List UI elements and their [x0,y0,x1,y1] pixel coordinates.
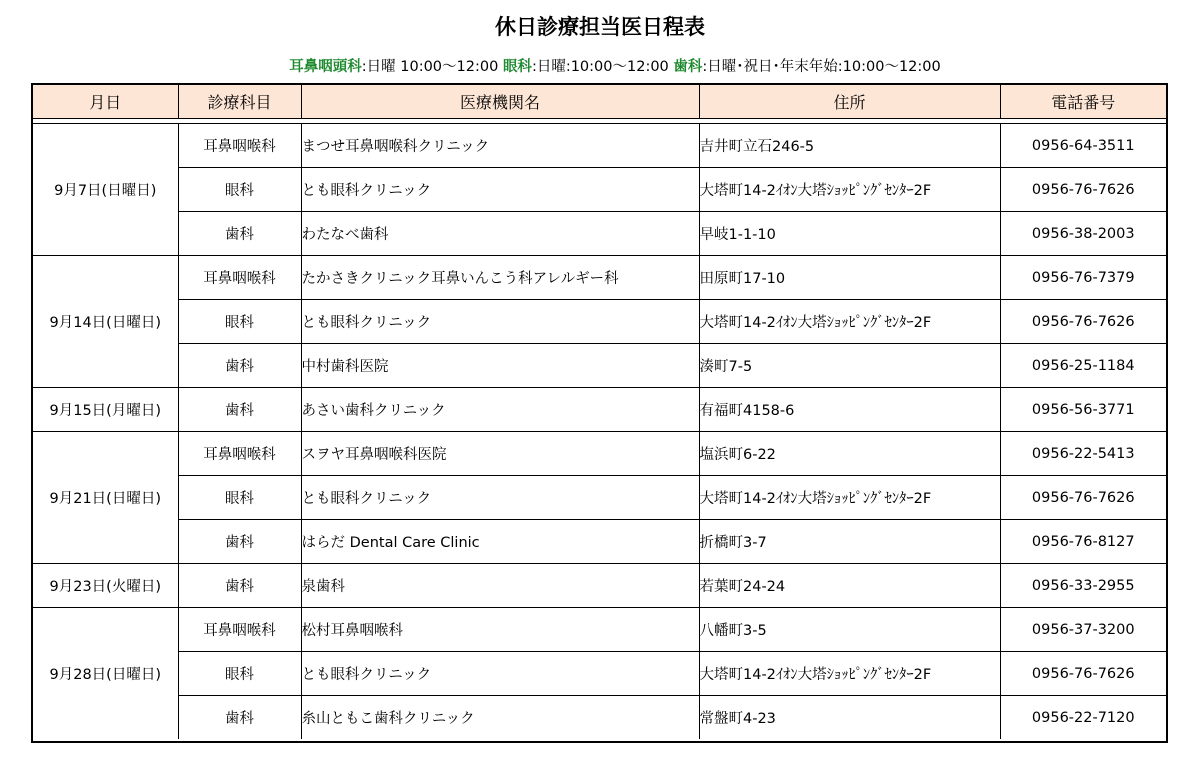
phone-cell: 0956-76-7379 [1000,256,1166,300]
date-cell: 9月21日(日曜日) [33,432,178,564]
date-cell: 9月14日(日曜日) [33,256,178,388]
clinic-cell: 糸山ともこ歯科クリニック [301,696,699,740]
table-row [33,388,1166,432]
phone-cell: 0956-76-7626 [1000,652,1166,696]
address-cell: 大塔町14-2ｲｵﾝ大塔ｼｮｯﾋﾟﾝｸﾞｾﾝﾀｰ2F [699,476,1000,520]
clinic-cell: 泉歯科 [301,564,699,608]
table-row [33,520,1166,564]
phone-cell: 0956-76-7626 [1000,476,1166,520]
dept-cell: 歯科 [178,520,301,564]
address-cell: 塩浜町6-22 [699,432,1000,476]
address-cell: 大塔町14-2ｲｵﾝ大塔ｼｮｯﾋﾟﾝｸﾞｾﾝﾀｰ2F [699,168,1000,212]
date-cell: 9月28日(日曜日) [33,608,178,740]
dept-cell: 眼科 [178,300,301,344]
phone-cell: 0956-37-3200 [1000,608,1166,652]
dept-cell: 歯科 [178,388,301,432]
eye-hours: :日曜:10:00〜12:00 [531,59,674,75]
dental-hours: :日曜･祝日･年末年始:10:00〜12:00 [702,59,941,75]
address-cell: 大塔町14-2ｲｵﾝ大塔ｼｮｯﾋﾟﾝｸﾞｾﾝﾀｰ2F [699,300,1000,344]
dept-cell: 歯科 [178,564,301,608]
address-cell: 田原町17-10 [699,256,1000,300]
header-date: 月日 [33,85,178,119]
header-phone: 電話番号 [1000,85,1166,119]
clinic-cell: わたなべ歯科 [301,212,699,256]
date-cell: 9月7日(日曜日) [33,124,178,256]
address-cell: 有福町4158-6 [699,388,1000,432]
phone-cell: 0956-22-5413 [1000,432,1166,476]
table-row [33,344,1166,388]
table-row [33,300,1166,344]
phone-cell: 0956-22-7120 [1000,696,1166,740]
phone-cell: 0956-76-7626 [1000,168,1166,212]
address-cell: 早岐1-1-10 [699,212,1000,256]
dept-cell: 歯科 [178,696,301,740]
clinic-cell: 中村歯科医院 [301,344,699,388]
table-row [33,608,1166,652]
clinic-cell: はらだ Dental Care Clinic [301,520,699,564]
table-row [33,256,1166,300]
dept-cell: 歯科 [178,344,301,388]
table-row [33,168,1166,212]
clinic-cell: とも眼科クリニック [301,652,699,696]
date-cell: 9月15日(月曜日) [33,388,178,432]
clinic-cell: たかさきクリニック耳鼻いんこう科アレルギー科 [301,256,699,300]
dept-cell: 耳鼻咽喉科 [178,256,301,300]
table-row [33,476,1166,520]
header-address: 住所 [699,85,1000,119]
clinic-cell: とも眼科クリニック [301,300,699,344]
phone-cell: 0956-38-2003 [1000,212,1166,256]
dept-cell: 眼科 [178,168,301,212]
clinic-cell: 松村耳鼻咽喉科 [301,608,699,652]
dept-cell: 眼科 [178,476,301,520]
dept-cell: 歯科 [178,212,301,256]
table-row [33,124,1166,168]
phone-cell: 0956-33-2955 [1000,564,1166,608]
schedule-sheet [31,83,1168,743]
ent-hours: :日曜 10:00〜12:00 [361,59,503,75]
dept-cell: 耳鼻咽喉科 [178,124,301,168]
phone-cell: 0956-56-3771 [1000,388,1166,432]
phone-cell: 0956-76-8127 [1000,520,1166,564]
table-row [33,696,1166,740]
date-cell: 9月23日(火曜日) [33,564,178,608]
dept-cell: 耳鼻咽喉科 [178,608,301,652]
schedule-table [33,85,1166,739]
table-row [33,652,1166,696]
address-cell: 湊町7-5 [699,344,1000,388]
dept-cell: 耳鼻咽喉科 [178,432,301,476]
header-row [33,85,1166,119]
address-cell: 折橋町3-7 [699,520,1000,564]
phone-cell: 0956-64-3511 [1000,124,1166,168]
phone-cell: 0956-25-1184 [1000,344,1166,388]
dental-dept-label: 歯科 [673,59,703,75]
table-row [33,564,1166,608]
header-clinic: 医療機関名 [301,85,699,119]
phone-cell: 0956-76-7626 [1000,300,1166,344]
address-cell: 大塔町14-2ｲｵﾝ大塔ｼｮｯﾋﾟﾝｸﾞｾﾝﾀｰ2F [699,652,1000,696]
table-row [33,212,1166,256]
dept-cell: 眼科 [178,652,301,696]
ent-dept-label: 耳鼻咽頭科 [289,59,362,75]
eye-dept-label: 眼科 [502,59,532,75]
clinic-cell: とも眼科クリニック [301,168,699,212]
address-cell: 常盤町4-23 [699,696,1000,740]
clinic-cell: とも眼科クリニック [301,476,699,520]
schedule-body [33,119,1166,740]
clinic-cell: まつせ耳鼻咽喉科クリニック [301,124,699,168]
clinic-cell: あさい歯科クリニック [301,388,699,432]
hours-summary [0,56,1200,78]
page-title: 休日診療担当医日程表 [495,15,705,39]
table-row [33,432,1166,476]
header-dept: 診療科目 [178,85,301,119]
address-cell: 吉井町立石246-5 [699,124,1000,168]
address-cell: 若葉町24-24 [699,564,1000,608]
address-cell: 八幡町3-5 [699,608,1000,652]
clinic-cell: スヲヤ耳鼻咽喉科医院 [301,432,699,476]
